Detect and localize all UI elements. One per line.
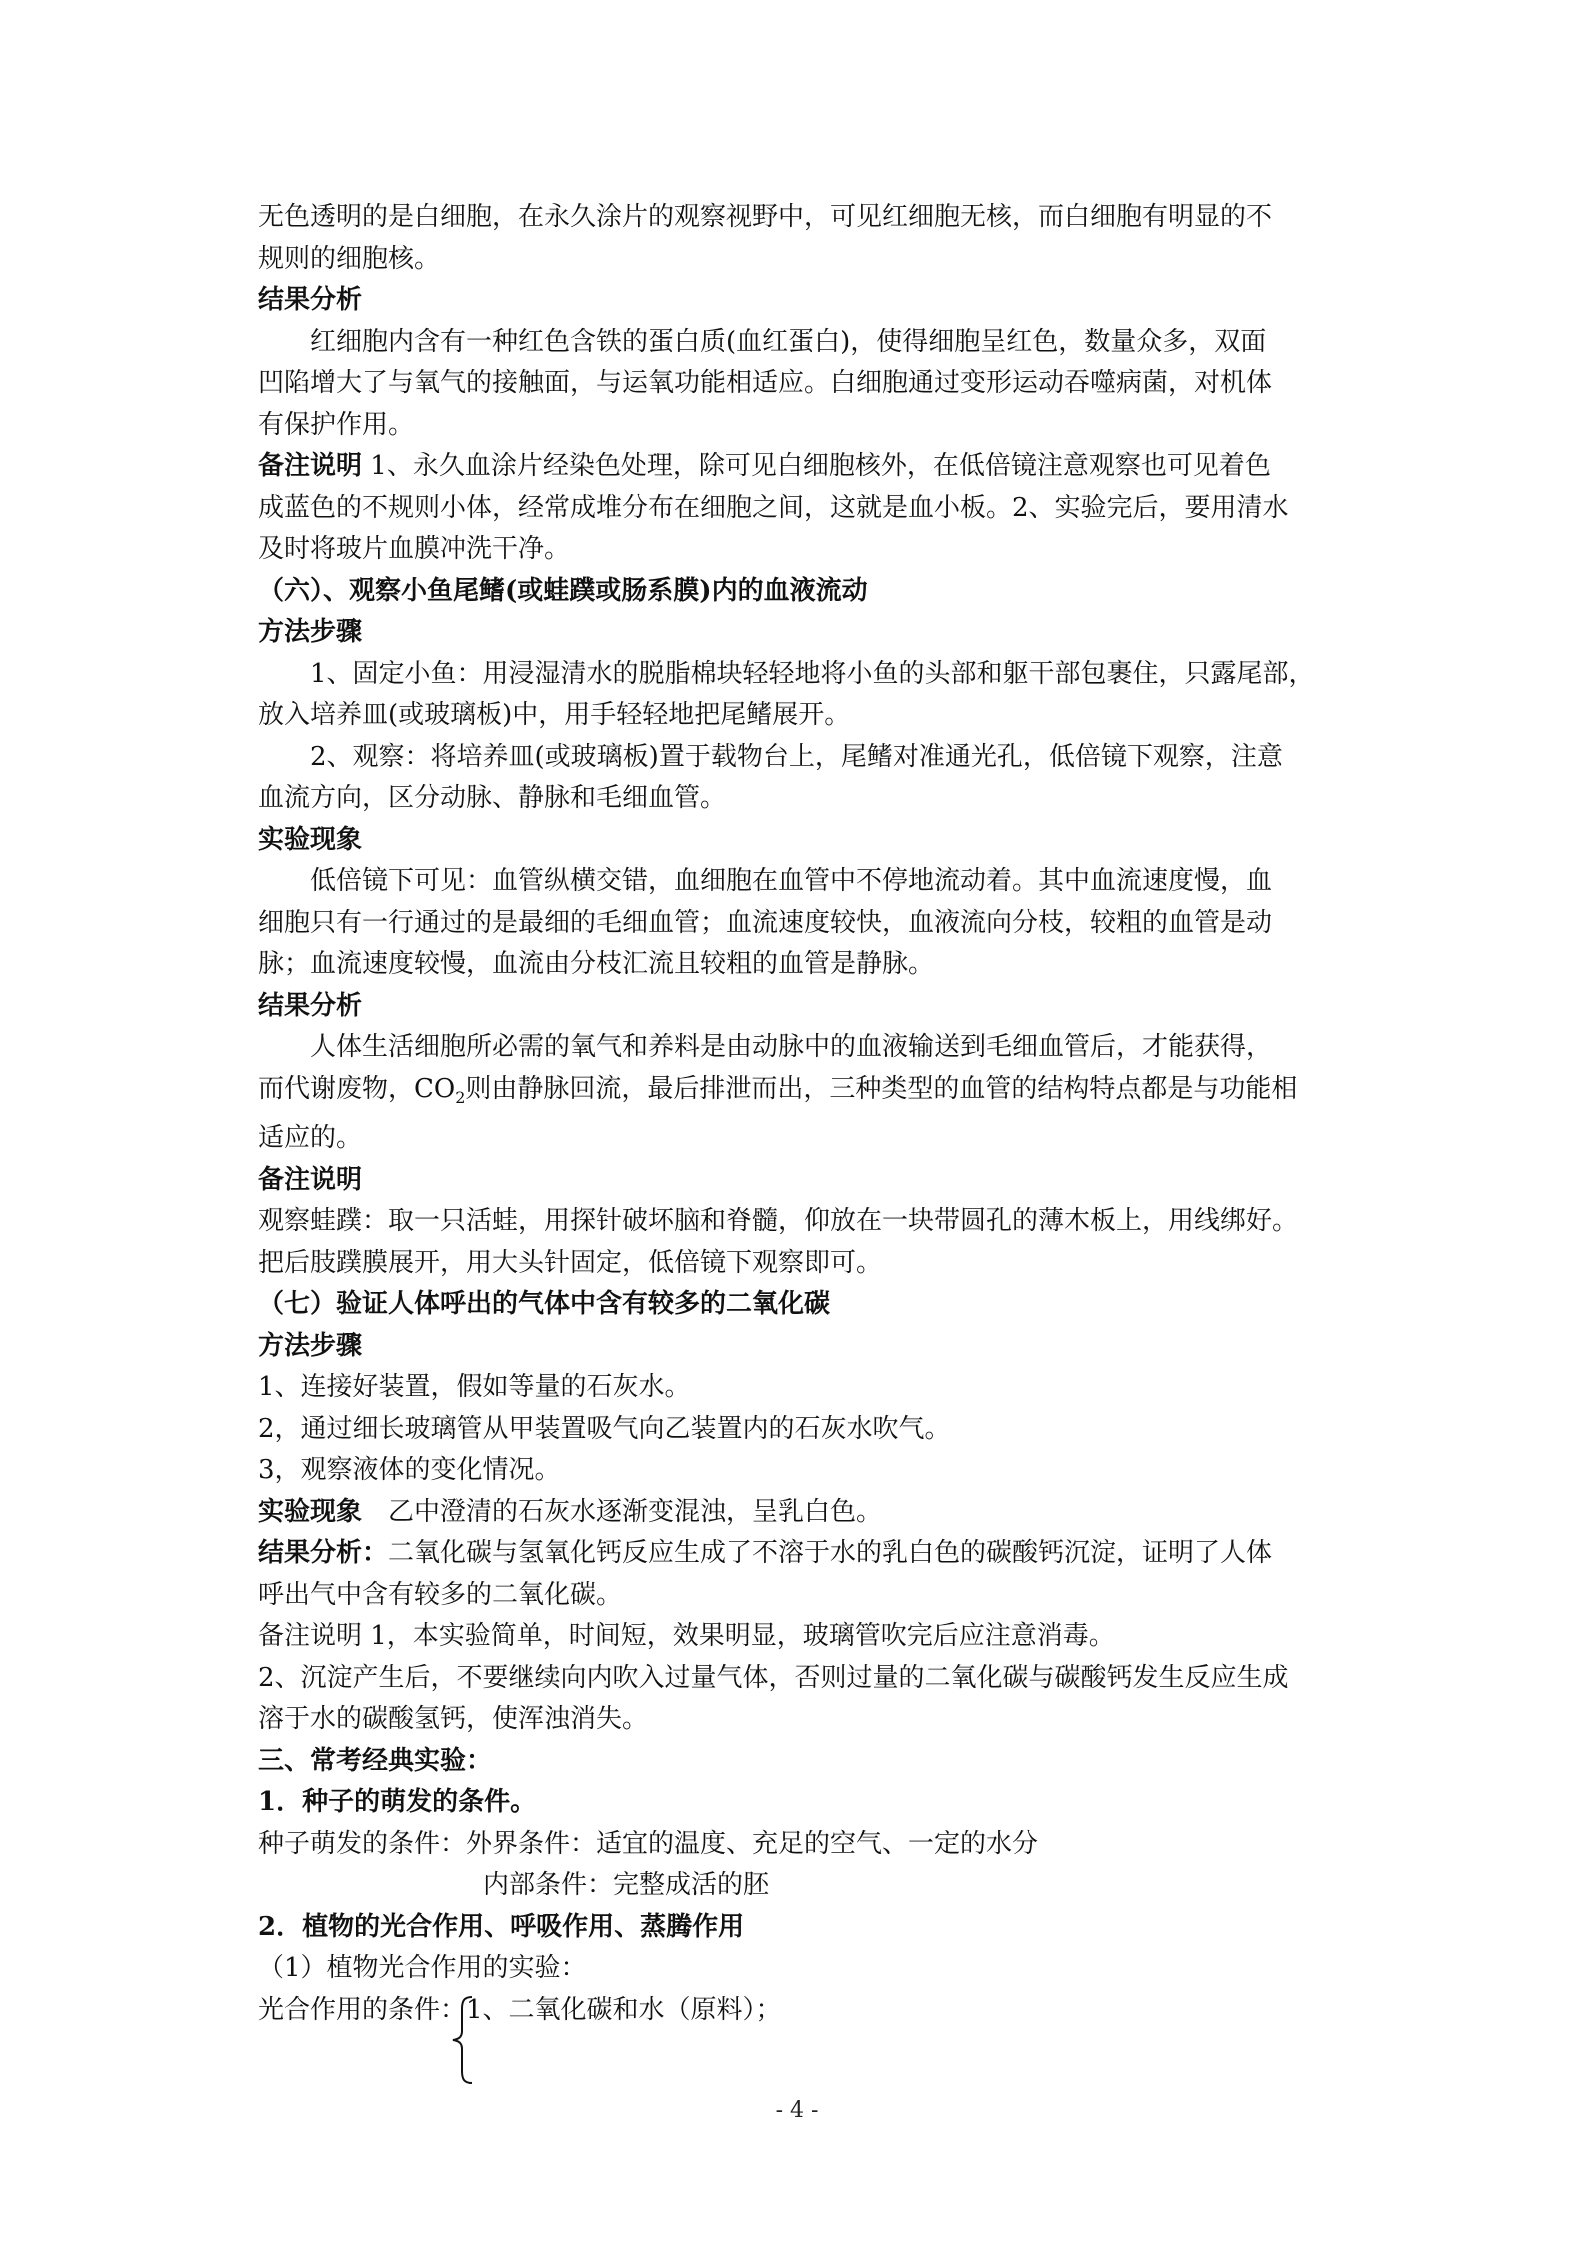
text-fragment: 1、二氧化碳和水（原料）；: [466, 1994, 782, 2025]
text-line: 种子萌发的条件：外界条件：适宜的温度、充足的空气、一定的水分: [258, 1828, 1039, 1859]
subscript: 2: [455, 1087, 466, 1107]
text-line: 成蓝色的不规则小体，经常成堆分布在细胞之间，这就是血小板。2、实验完后，要用清水: [258, 492, 1289, 523]
text-fragment: 而代谢废物，CO: [258, 1073, 456, 1104]
text-line: 细胞只有一行通过的是最细的毛细血管；血流速度较快，血液流向分枝，较粗的血管是动: [258, 907, 1273, 938]
text-line: 血流方向，区分动脉、静脉和毛细血管。: [258, 783, 727, 813]
section-heading: 1．种子的萌发的条件。: [258, 1787, 537, 1818]
text-line: 凹陷增大了与氧气的接触面，与运氧功能相适应。白细胞通过变形运动吞噬病菌，对机体: [258, 368, 1273, 398]
page-number: - 4 -: [775, 2098, 819, 2123]
text-line: 放入培养皿(或玻璃板)中，用手轻轻地把尾鳍展开。: [258, 700, 851, 730]
text-line: 备注说明 1，本实验简单，时间短，效果明显，玻璃管吹完后应注意消毒。: [258, 1621, 1115, 1652]
text-line: 低倍镜下可见：血管纵横交错，血细胞在血管中不停地流动着。其中血流速度慢，血: [310, 866, 1273, 896]
text-line: [258, 1069, 1358, 1119]
text-line: 1、连接好装置，假如等量的石灰水。: [258, 1372, 691, 1403]
text-line: 红细胞内含有一种红色含铁的蛋白质(血红蛋白)，使得细胞呈红色，数量众多，双面: [310, 326, 1267, 357]
text-line: 规则的细胞核。: [258, 243, 441, 274]
text-line: 溶于水的碳酸氢钙，使浑浊消失。: [258, 1704, 649, 1735]
section-heading: 方法步骤: [258, 1330, 363, 1361]
section-heading: 2．植物的光合作用、呼吸作用、蒸腾作用: [258, 1911, 745, 1942]
section-heading: 结果分析: [258, 285, 363, 315]
section-heading: 结果分析: [258, 990, 363, 1021]
text-line: 人体生活细胞所必需的氧气和养料是由动脉中的血液输送到毛细血管后，才能获得，: [310, 1032, 1273, 1062]
experiment-title: （七）验证人体呼出的气体中含有较多的二氧化碳: [258, 1289, 831, 1320]
text-fragment: 二氧化碳与氢氧化钙反应生成了不溶于水的乳白色的碳酸钙沉淀，证明了人体: [388, 1538, 1273, 1569]
text-line: 2，通过细长玻璃管从甲装置吸气向乙装置内的石灰水吹气。: [258, 1413, 951, 1444]
text-line: 观察蛙蹼：取一只活蛙，用探针破坏脑和脊髓，仰放在一块带圆孔的薄木板上，用线绑好。: [258, 1206, 1299, 1237]
text-line: 把后肢蹼膜展开，用大头针固定，低倍镜下观察即可。: [258, 1247, 883, 1278]
section-heading: 三、常考经典实验：: [258, 1745, 493, 1776]
text-fragment: 乙中澄清的石灰水逐渐变混浊，呈乳白色。: [362, 1496, 883, 1527]
document-page: [258, 197, 1358, 2031]
text-line: [258, 1990, 1358, 2032]
text-line: [258, 1533, 1358, 1575]
label: 结果分析：: [258, 1538, 389, 1569]
curly-brace-icon: [450, 1995, 476, 2085]
text-fragment: 光合作用的条件：: [258, 1994, 467, 2025]
label: 实验现象: [258, 1496, 363, 1527]
text-line: 1、固定小鱼：用浸湿清水的脱脂棉块轻轻地将小鱼的头部和躯干部包裹住，只露尾部，: [310, 658, 1315, 689]
text-line: 适应的。: [258, 1123, 363, 1154]
text-line: 有保护作用。: [258, 409, 415, 440]
text-line: 内部条件：完整成活的胚: [483, 1870, 770, 1901]
text-line: 2、沉淀产生后，不要继续向内吹入过量气体，否则过量的二氧化碳与碳酸钙发生反应生成: [258, 1662, 1289, 1693]
section-heading: 备注说明: [258, 1164, 363, 1195]
text-line: 无色透明的是白细胞，在永久涂片的观察视野中，可见红细胞无核，而白细胞有明显的不: [258, 202, 1273, 232]
brace-row: [258, 1990, 1358, 2032]
text-line: 3，观察液体的变化情况。: [258, 1455, 561, 1486]
experiment-title: （六）、观察小鱼尾鳍(或蛙蹼或肠系膜)内的血液流动: [258, 575, 868, 606]
note-text: 1、永久血涂片经染色处理，除可见白细胞核外，在低倍镜注意观察也可见着色: [362, 451, 1271, 481]
section-heading: 方法步骤: [258, 617, 363, 647]
note-label: 备注说明: [258, 451, 363, 481]
text-line: 2、观察：将培养皿(或玻璃板)置于载物台上，尾鳍对准通光孔，低倍镜下观察，注意: [310, 741, 1283, 772]
section-heading: 实验现象: [258, 824, 363, 855]
note-line: [258, 446, 1358, 488]
text-line: 呼出气中含有较多的二氧化碳。: [258, 1579, 623, 1610]
text-line: （1）植物光合作用的实验：: [258, 1953, 587, 1984]
text-line: 及时将玻片血膜冲洗干净。: [258, 534, 571, 564]
text-line: [258, 1492, 1358, 1534]
text-fragment: 则由静脉回流，最后排泄而出，三种类型的血管的结构特点都是与功能相: [465, 1073, 1298, 1104]
text-line: 脉；血流速度较慢，血流由分枝汇流且较粗的血管是静脉。: [258, 949, 935, 979]
